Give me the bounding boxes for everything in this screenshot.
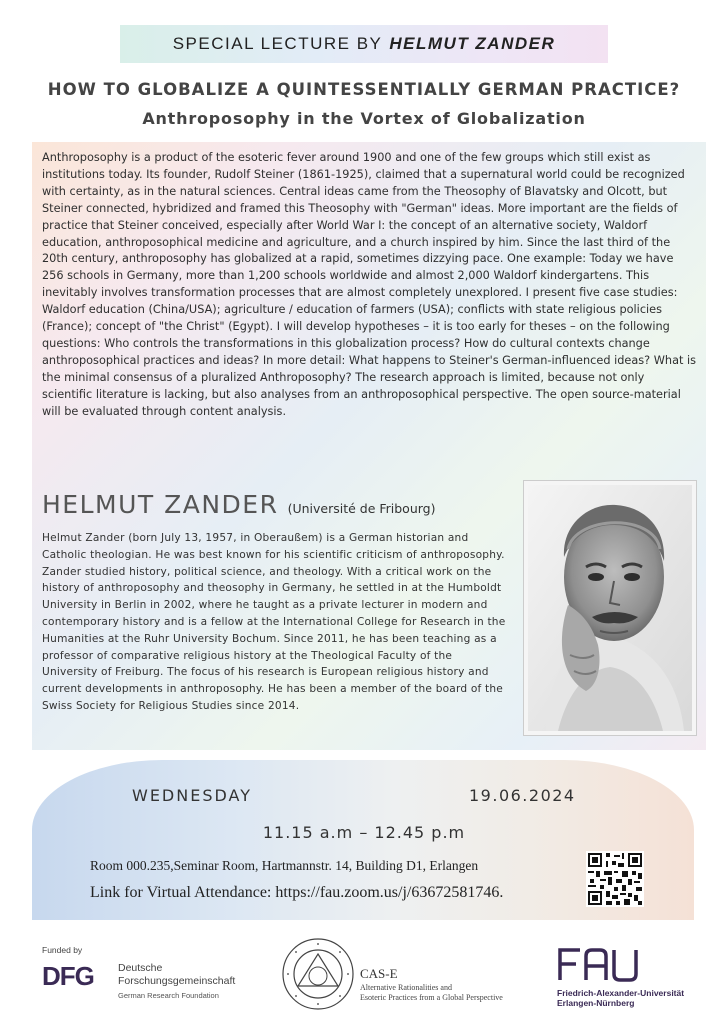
zoom-link[interactable]: https://fau.zoom.us/j/63672581746. <box>275 884 504 901</box>
speaker-affiliation: (Université de Fribourg) <box>287 501 436 516</box>
speaker-name: HELMUT ZANDER <box>42 490 279 519</box>
dfg-name <box>118 962 235 988</box>
fau-sub-line2: Erlangen-Nürnberg <box>557 998 635 1008</box>
case-seal-logo <box>280 936 356 1012</box>
case-logo-text: CAS-E <box>360 966 398 981</box>
event-time: 11.15 a.m – 12.45 p.m <box>262 823 466 842</box>
funded-by-label: Funded by <box>42 945 83 955</box>
event-date: 19.06.2024 <box>469 786 576 805</box>
fau-subtitle <box>557 988 684 1008</box>
header-banner <box>120 25 608 63</box>
virtual-attendance <box>90 884 503 902</box>
speaker-heading <box>42 490 436 519</box>
event-room: Room 000.235,Seminar Room, Hartmannstr. 14, Building D1, Erlangen <box>90 858 479 873</box>
lecture-subtitle: Anthroposophy in the Vortex of Globalization <box>142 109 586 128</box>
lecture-abstract: Anthroposophy is a product of the esoteric fever around 1900 and one of the few groups which still exist as institutions today. Its founder, Rudolf Steiner (1861-1925), claimed that a supernatural world could be recognized with certainty, as in the natural sciences. Central ideas came from the Theosophy of Blavatsky and Olcott, but Steiner connected, hybridized and framed this Theosophy with "German" ideas. More important are the fields of practice that Steiner conceived, especially after World War I: the concept of an alternative society, Waldorf education, anthroposophical medicine and agriculture, and a church inspired by him. Since the last third of the 20th century, anthroposophy has globalized at a rapid, sometimes dizzying pace. One example: Today we have 256 schools in Germany, more than 1,200 schools worldwide and almost 2,000 Waldorf kindergartens. This inevitably involves transformation processes that are almost completely unexplored. I present five case studies: Waldorf education (China/USA); agriculture / education of farmers (USA); conflicts with state religious policies (France); concept of "the Christ" (Egypt). I will develop hypotheses – it is too early for theses – on the following questions: Who controls the transformations in this globalization process? How do cultural contexts change anthroposophical practices and ideas? In more detail: What happens to Steiner's German-influenced ideas? What is the minimal consensus of a pluralized Anthroposophy? The research approach is limited, because not only scientific literature is lacking, but also analyses from an anthroposophical perspective. The open source-material will be evaluated through content analysis. <box>42 151 697 418</box>
portrait-image <box>528 485 692 731</box>
lecture-title: HOW TO GLOBALIZE A QUINTESSENTIALLY GERMAN PRACTICE? <box>47 80 681 99</box>
fau-logo <box>556 946 642 982</box>
fau-sub-line1: Friedrich-Alexander-Universität <box>557 988 685 998</box>
case-subtitle <box>360 983 503 1003</box>
dfg-subtitle: German Research Foundation <box>118 991 219 1000</box>
speaker-portrait <box>524 481 696 735</box>
event-weekday: WEDNESDAY <box>132 786 252 805</box>
header-prefix: SPECIAL LECTURE BY <box>172 34 383 53</box>
dfg-logo: DFG <box>42 961 94 991</box>
case-sub-line1: Alternative Rationalities and <box>360 983 452 992</box>
dfg-name-line2: Forschungsgemeinschaft <box>118 975 236 987</box>
header-speaker: HELMUT ZANDER <box>389 34 556 53</box>
qr-code-icon[interactable] <box>586 851 644 907</box>
dfg-name-line1: Deutsche <box>118 962 163 974</box>
link-label: Link for Virtual Attendance: <box>90 884 272 901</box>
case-sub-line2: Esoteric Practices from a Global Perspective <box>360 993 503 1002</box>
speaker-bio: Helmut Zander (born July 13, 1957, in Oberaußem) is a German historian and Catholic theologian. He was best known for his scientific criticism of anthroposophy. Zander studied history, political science, and theology. With a critical work on the history of anthroposophy and theosophy in Germany, he settled in at the Humboldt University in Berlin in 2002, where he taught as a private lecturer in modern and contemporary history and is a fellow at the International College for Research in the Humanities at the Ruhr University Bochum. Since 2011, he has been teaching as a professor of comparative religious history at the Theological Faculty of the University of Freiburg. The focus of his research is European religious history and current developments in anthroposophy. He has been a member of the board of the Swiss Society for Religious Studies since 2014. <box>42 532 506 712</box>
